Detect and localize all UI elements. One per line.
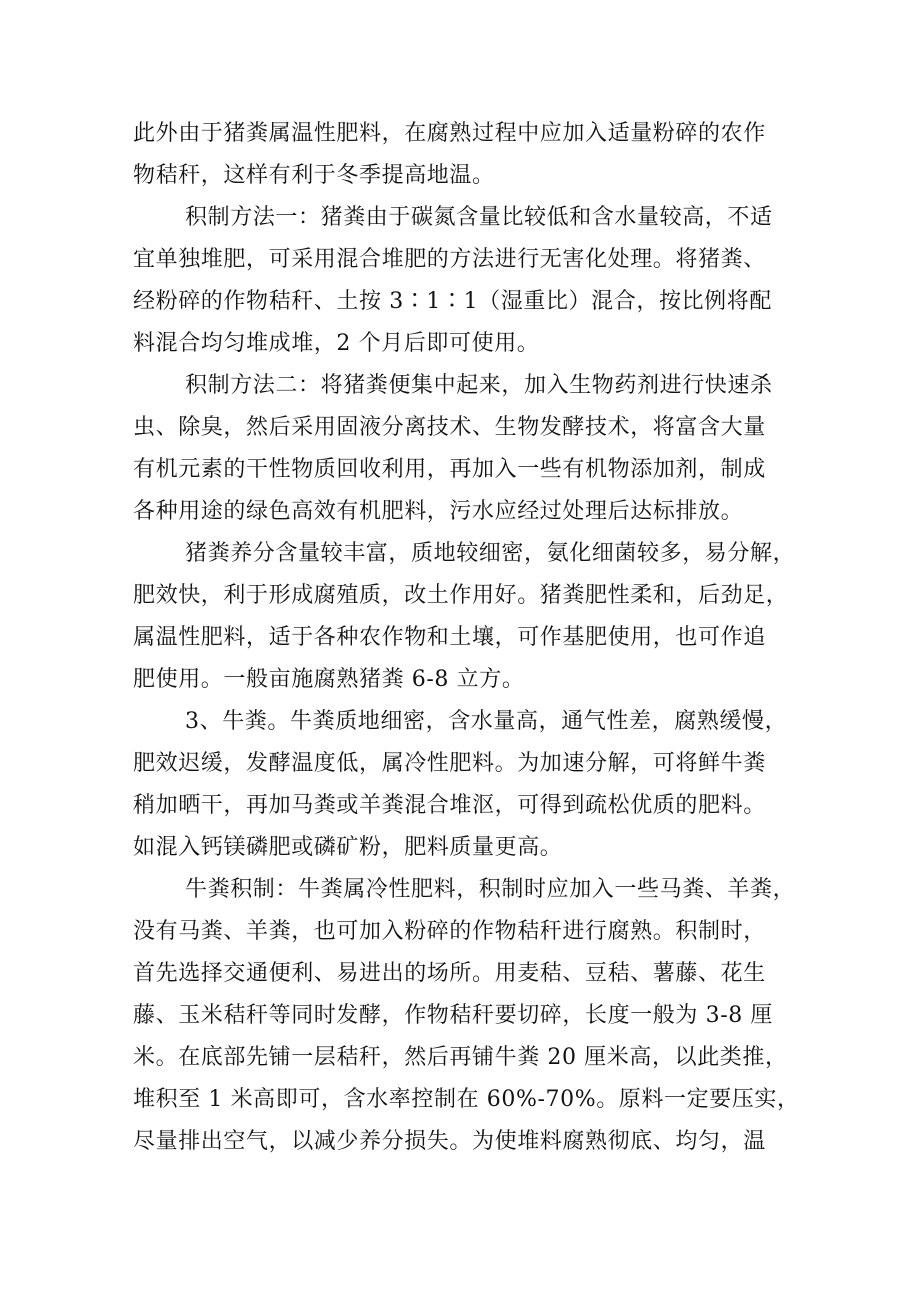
paragraph-6	[133, 869, 833, 1163]
text-line: 猪粪养分含量较丰富，质地较细密，氨化细菌较多，易分解，	[185, 541, 796, 566]
text-line: 没有马粪、羊粪，也可加入粉碎的作物秸秆进行腐熟。积制时，	[133, 919, 766, 944]
text-line: 尽量排出空气，以减少养分损失。为使堆料腐熟彻底、均匀，温	[133, 1129, 766, 1154]
text-line: 如混入钙镁磷肥或磷矿粉，肥料质量更高。	[133, 835, 563, 860]
paragraph-5	[133, 701, 833, 869]
text-line: 肥效迟缓，发酵温度低，属冷性肥料。为加速分解，可将鲜牛粪	[133, 751, 766, 776]
paragraph-1	[133, 113, 833, 197]
text-line: 积制方法一：猪粪由于碳氮含量比较低和含水量较高，不适	[185, 205, 773, 230]
text-line: 经粉碎的作物秸秆、土按 3∶1∶1（湿重比）混合，按比例将配	[133, 289, 772, 314]
text-line: 有机元素的干性物质回收利用，再加入一些有机物添加剂，制成	[133, 457, 766, 482]
text-line: 首先选择交通便利、易进出的场所。用麦秸、豆秸、薯藤、花生	[133, 961, 766, 986]
text-line: 积制方法二：将猪粪便集中起来，加入生物药剂进行快速杀	[185, 373, 773, 398]
paragraph-2	[133, 197, 833, 365]
text-line: 宜单独堆肥，可采用混合堆肥的方法进行无害化处理。将猪粪、	[133, 247, 766, 272]
text-line: 虫、除臭，然后采用固液分离技术、生物发酵技术，将富含大量	[133, 415, 766, 440]
text-line: 各种用途的绿色高效有机肥料，污水应经过处理后达标排放。	[133, 499, 744, 524]
text-line: 肥使用。一般亩施腐熟猪粪 6-8 立方。	[133, 667, 525, 692]
text-line: 3、牛粪。牛粪质地细密，含水量高，通气性差，腐熟缓慢，	[185, 709, 788, 734]
paragraph-4	[133, 533, 833, 701]
paragraph-3	[133, 365, 833, 533]
text-line: 米。在底部先铺一层秸秆，然后再铺牛粪 20 厘米高，以此类推，	[133, 1045, 788, 1070]
text-line: 牛粪积制：牛粪属冷性肥料，积制时应加入一些马粪、羊粪，	[185, 877, 796, 902]
text-line: 堆积至 1 米高即可，含水率控制在 60%-70%。原料一定要压实，	[133, 1087, 800, 1112]
text-line: 料混合均匀堆成堆，2 个月后即可使用。	[133, 331, 540, 356]
text-line: 此外由于猪粪属温性肥料，在腐熟过程中应加入适量粉碎的农作	[133, 121, 766, 146]
text-line: 藤、玉米秸秆等同时发酵，作物秸秆要切碎，长度一般为 3-8 厘	[133, 1003, 774, 1028]
text-line: 物秸秆，这样有利于冬季提高地温。	[133, 163, 495, 188]
text-line: 属温性肥料，适于各种农作物和土壤，可作基肥使用，也可作追	[133, 625, 766, 650]
text-line: 稍加晒干，再加马粪或羊粪混合堆沤，可得到疏松优质的肥料。	[133, 793, 766, 818]
text-line: 肥效快，利于形成腐殖质，改土作用好。猪粪肥性柔和，后劲足，	[133, 583, 789, 608]
document-page	[133, 113, 833, 1163]
